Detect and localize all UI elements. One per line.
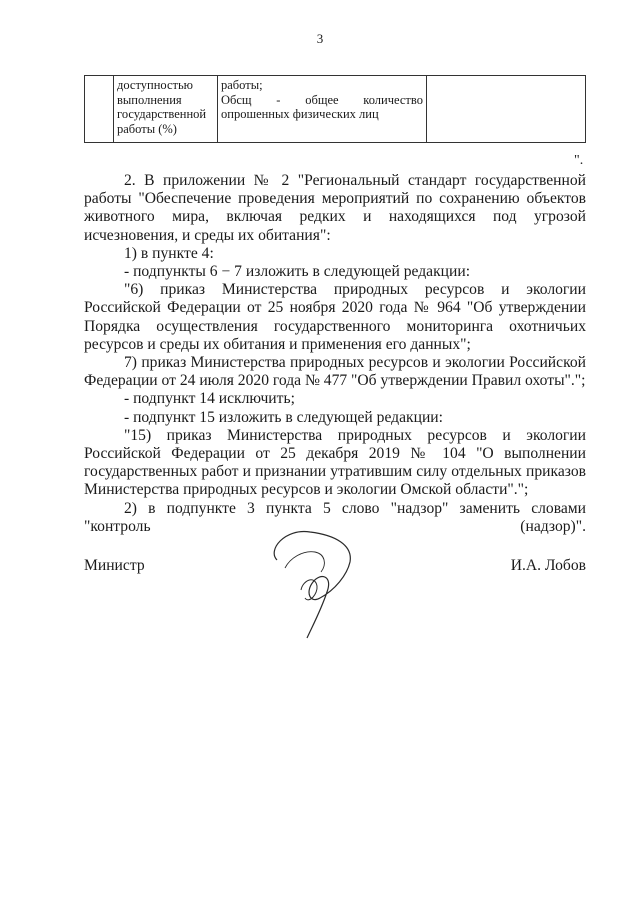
indicator-line: доступностью [117, 78, 194, 92]
signatory-name: И.А. Лобов [510, 557, 586, 574]
paragraph: "6) приказ Министерства природных ресурсов и экологии Российской Федерации от 25 ноября 2020 года № 964 "Об утверждении Порядка осуществления государственного мониторинга охотничьих ресурсов и среды их обитания и применения его данных"; [84, 281, 586, 353]
continuation-table [84, 75, 586, 143]
paragraph: - подпункты 6 − 7 изложить в следующей редакции: [124, 263, 471, 281]
formula-word: - [276, 92, 281, 107]
formula-line [221, 93, 423, 108]
formula-line: опрошенных физических лиц [221, 107, 379, 121]
handwritten-signature [255, 520, 365, 640]
table-cell-indicator [114, 76, 218, 143]
paragraph: 1) в пункте 4: [124, 244, 214, 262]
formula-word: общее [305, 92, 339, 107]
table-cell-number [85, 76, 114, 143]
indicator-line: работы (%) [117, 121, 177, 136]
paragraph: "15) приказ Министерства природных ресурсов и экологии Российской Федерации от 25 декабря 2019 № 104 "О выполнении государственных работ и признании утратившим силу отдельных приказов Министерства природных ресурсов и экологии Омской области"."; [84, 426, 586, 499]
formula-word: количество [363, 92, 423, 107]
closing-quote: ". [574, 153, 584, 168]
indicator-line: выполнения [117, 92, 182, 107]
paragraph: 2) в подпункте 3 пункта 5 слово "надзор" заменить словами "контроль (надзор)". [84, 499, 586, 535]
table-cell-empty [427, 76, 586, 143]
paragraph: - подпункт 14 исключить; [124, 390, 295, 408]
table-cell-formula [218, 76, 427, 143]
paragraph: 2. В приложении № 2 "Региональный стандарт государственной работы "Обеспечение проведения мероприятий по сохранению объектов животного мира, включая редких и находящихся под угрозой исчезновения, и среды их обитания": [84, 172, 586, 244]
paragraph: 7) приказ Министерства природных ресурсов и экологии Российской Федерации от 24 июля 2020 года № 477 "Об утверждении Правил охоты"."; [84, 354, 586, 390]
paragraph: - подпункт 15 изложить в следующей редакции: [124, 408, 443, 426]
document-body [84, 172, 586, 536]
signatory-title: Министр [84, 557, 145, 574]
indicator-line: государственной [117, 107, 207, 121]
formula-line: работы; [221, 78, 263, 92]
page-number: 3 [316, 31, 324, 46]
formula-word: Обсщ [221, 92, 252, 107]
table-row [85, 76, 586, 143]
